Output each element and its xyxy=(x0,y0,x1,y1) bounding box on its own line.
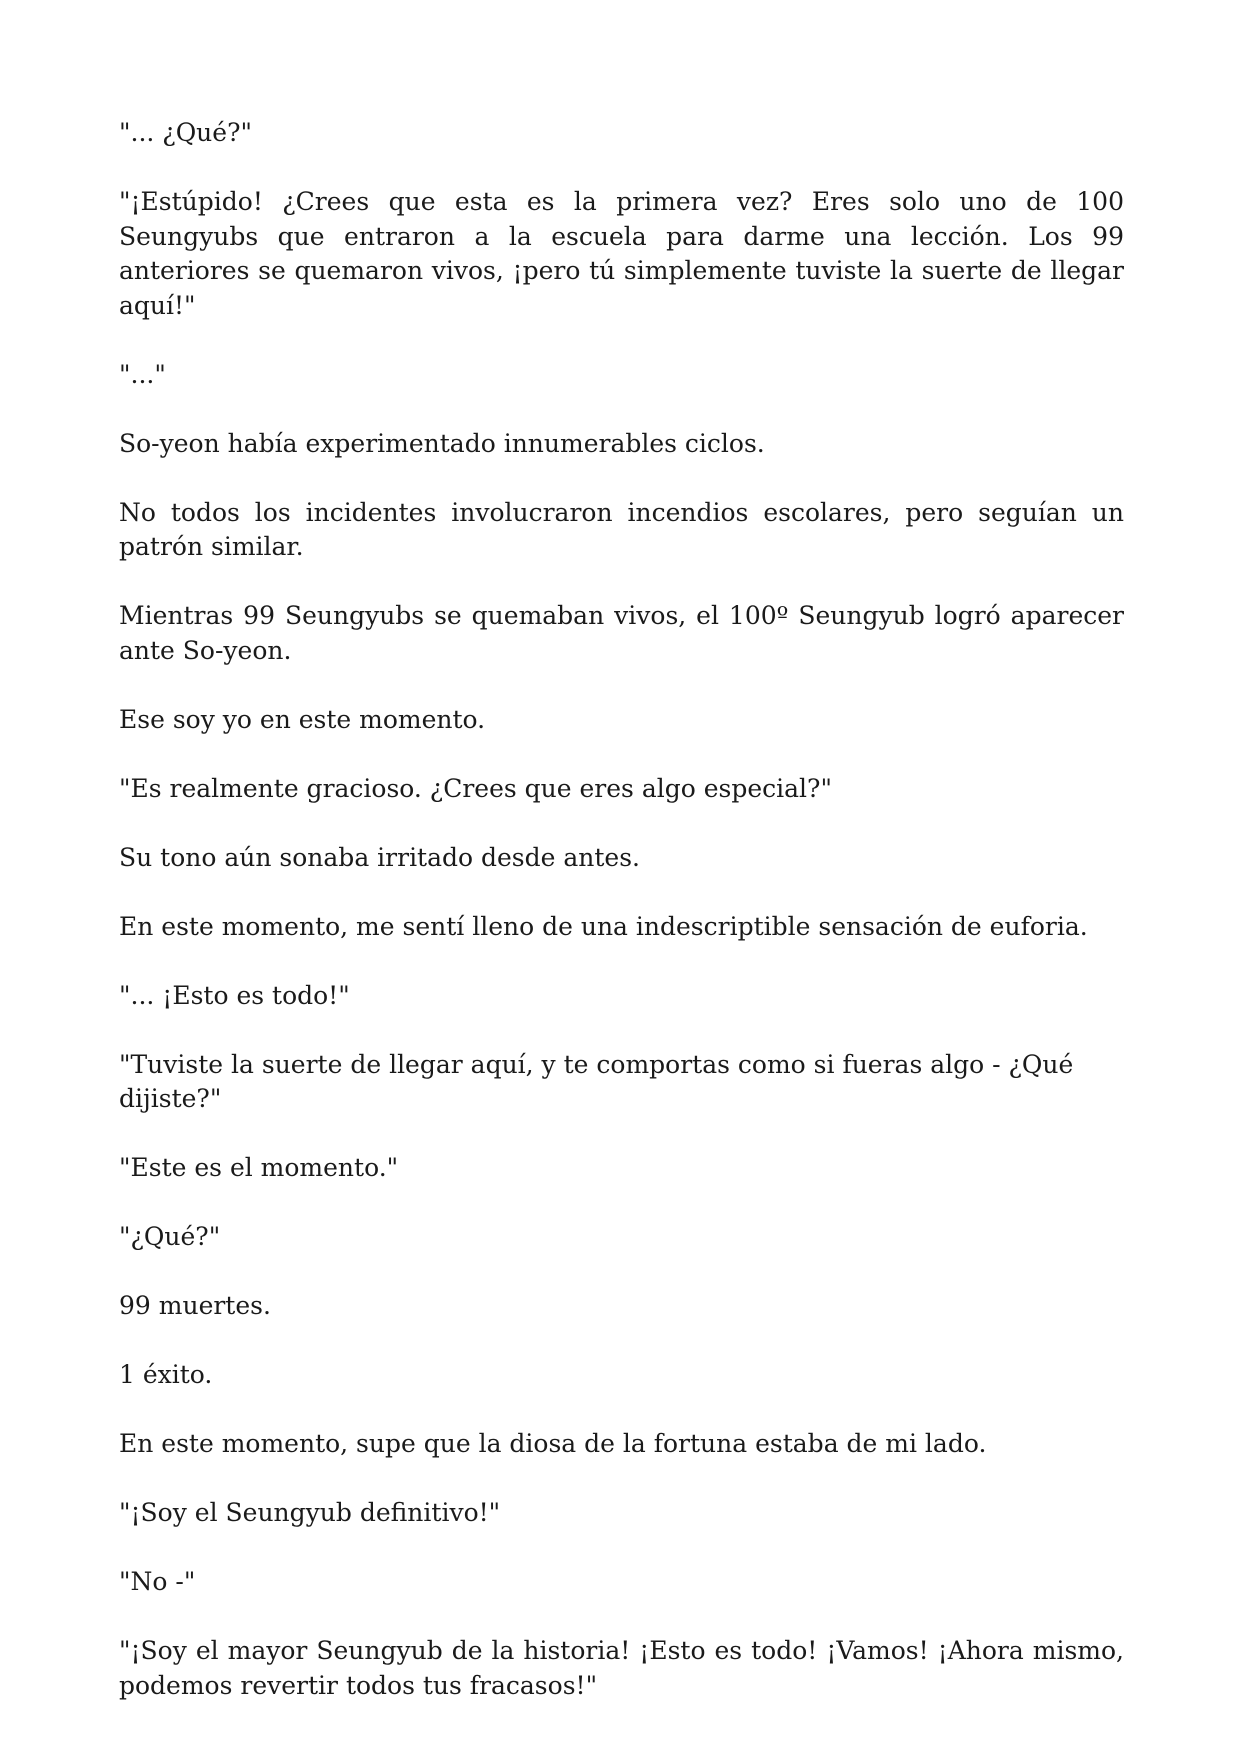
paragraph: Mientras 99 Seungyubs se quemaban vivos, el 100º Seungyub logró aparecer ante So-yeon. xyxy=(119,601,1124,665)
paragraph: "¡Soy el Seungyub definitivo!" xyxy=(119,1498,501,1527)
paragraph: "... ¿Qué?" xyxy=(119,118,252,147)
paragraph: "No -" xyxy=(119,1567,196,1596)
paragraph: 99 muertes. xyxy=(119,1291,271,1320)
paragraph: No todos los incidentes involucraron incendios escolares, pero seguían un patrón similar. xyxy=(119,497,1124,561)
paragraph: Ese soy yo en este momento. xyxy=(119,704,486,734)
paragraph: "¿Qué?" xyxy=(119,1222,221,1251)
paragraph: "Este es el momento." xyxy=(119,1153,399,1182)
paragraph: "Es realmente gracioso. ¿Crees que eres algo especial?" xyxy=(119,773,832,803)
paragraph: "¡Estúpido! ¿Crees que esta es la primera vez? Eres solo uno de 100 Seungyubs que entraron a la escuela para darme una lección. Los 99 anteriores se quemaron vivos, ¡pero tú simplemente tuviste la suerte de llegar aquí!" xyxy=(119,187,1124,320)
paragraph: En este momento, supe que la diosa de la fortuna estaba de mi lado. xyxy=(119,1429,987,1458)
paragraph: So-yeon había experimentado innumerables ciclos. xyxy=(119,428,765,458)
paragraph: "... ¡Esto es todo!" xyxy=(119,980,350,1010)
paragraph: "¡Soy el mayor Seungyub de la historia! ¡Esto es todo! ¡Vamos! ¡Ahora mismo, podemos revertir todos tus fracasos!" xyxy=(119,1636,1124,1700)
paragraph: En este momento, me sentí lleno de una indescriptible sensación de euforia. xyxy=(119,911,1088,941)
document-body xyxy=(119,116,1124,1738)
paragraph: Su tono aún sonaba irritado desde antes. xyxy=(119,842,641,872)
paragraph: 1 éxito. xyxy=(119,1360,213,1389)
paragraph: "..." xyxy=(119,359,166,389)
paragraph: "Tuviste la suerte de llegar aquí, y te comportas como si fueras algo - ¿Qué dijiste?" xyxy=(119,1049,1074,1113)
